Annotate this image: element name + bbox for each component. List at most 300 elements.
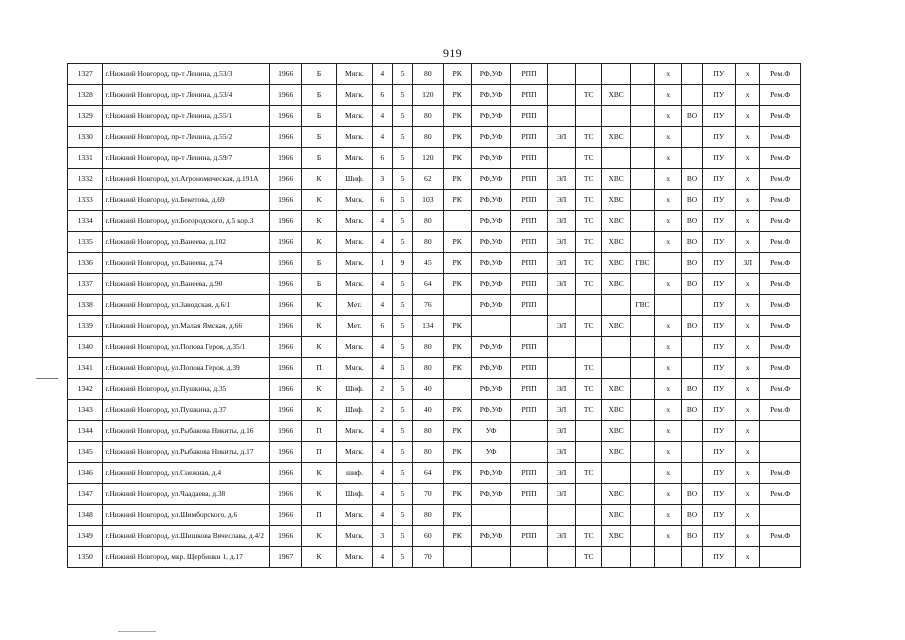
table-row: [68, 337, 801, 358]
col-gvs-cell: [630, 232, 654, 253]
wall-material-cell: П: [301, 442, 336, 463]
row-number-cell: 1345: [68, 442, 103, 463]
floors-cell: 4: [372, 127, 392, 148]
col-rpp-cell: РПП: [511, 526, 547, 547]
col-rk-cell: РК: [443, 316, 471, 337]
table-row: [68, 64, 801, 85]
col-gvs-cell: [630, 64, 654, 85]
col-gvs-cell: [630, 316, 654, 337]
col-el-cell: ЭЛ: [547, 484, 575, 505]
col-hvs-cell: [602, 295, 630, 316]
col-rf-uf-cell: РФ,УФ: [471, 127, 510, 148]
table-row: [68, 232, 801, 253]
col-el-cell: ЭЛ: [547, 526, 575, 547]
year-built-cell: 1966: [270, 526, 301, 547]
col-mark-cell: х: [736, 295, 760, 316]
col-mark-cell: х: [736, 190, 760, 211]
col-vo-cell: [682, 337, 702, 358]
table-row: [68, 400, 801, 421]
col-x-cell: х: [655, 484, 682, 505]
col-vo-cell: ВО: [682, 232, 702, 253]
row-number-cell: 1337: [68, 274, 103, 295]
roof-type-cell: Мягк.: [337, 547, 372, 568]
year-built-cell: 1966: [270, 421, 301, 442]
col-vo-cell: ВО: [682, 190, 702, 211]
apartments-cell: 62: [413, 169, 443, 190]
col-rf-uf-cell: РФ,УФ: [471, 253, 510, 274]
entrances-cell: 5: [392, 85, 412, 106]
row-number-cell: 1348: [68, 505, 103, 526]
col-x-cell: х: [655, 358, 682, 379]
col-x-cell: х: [655, 526, 682, 547]
col-x-cell: х: [655, 64, 682, 85]
col-x-cell: х: [655, 169, 682, 190]
col-ts-cell: [576, 337, 602, 358]
col-vo-cell: [682, 421, 702, 442]
col-ts-cell: [576, 505, 602, 526]
col-pu-cell: ПУ: [702, 295, 735, 316]
col-ts-cell: [576, 64, 602, 85]
col-x-cell: х: [655, 148, 682, 169]
entrances-cell: 5: [392, 421, 412, 442]
col-hvs-cell: [602, 148, 630, 169]
col-rpp-cell: [511, 547, 547, 568]
table-row: [68, 127, 801, 148]
table-row: [68, 316, 801, 337]
col-pu-cell: ПУ: [702, 442, 735, 463]
table-row: [68, 463, 801, 484]
col-gvs-cell: [630, 547, 654, 568]
roof-type-cell: Мягк.: [337, 358, 372, 379]
col-rf-uf-cell: РФ,УФ: [471, 211, 510, 232]
col-hvs-cell: ХВС: [602, 211, 630, 232]
col-pu-cell: ПУ: [702, 505, 735, 526]
col-x-cell: х: [655, 127, 682, 148]
col-hvs-cell: ХВС: [602, 505, 630, 526]
floors-cell: 6: [372, 316, 392, 337]
col-gvs-cell: [630, 337, 654, 358]
col-x-cell: х: [655, 421, 682, 442]
col-rf-uf-cell: РФ,УФ: [471, 400, 510, 421]
row-number-cell: 1341: [68, 358, 103, 379]
col-vo-cell: [682, 148, 702, 169]
col-el-cell: ЭЛ: [547, 442, 575, 463]
col-gvs-cell: [630, 106, 654, 127]
col-x-cell: х: [655, 232, 682, 253]
col-hvs-cell: ХВС: [602, 526, 630, 547]
col-x-cell: х: [655, 274, 682, 295]
address-cell: г.Нижний Новгород, мкр. Щербинки 1, д.17: [103, 547, 270, 568]
entrances-cell: 5: [392, 148, 412, 169]
apartments-cell: 120: [413, 148, 443, 169]
apartments-cell: 40: [413, 379, 443, 400]
col-gvs-cell: [630, 526, 654, 547]
floors-cell: 4: [372, 505, 392, 526]
table-row: [68, 85, 801, 106]
floors-cell: 4: [372, 442, 392, 463]
row-number-cell: 1350: [68, 547, 103, 568]
year-built-cell: 1966: [270, 316, 301, 337]
floors-cell: 4: [372, 211, 392, 232]
address-cell: г.Нижний Новгород, пр-т Ленина, д.55/2: [103, 127, 270, 148]
col-hvs-cell: ХВС: [602, 253, 630, 274]
apartments-cell: 60: [413, 526, 443, 547]
col-rk-cell: [443, 295, 471, 316]
col-x-cell: [655, 547, 682, 568]
roof-type-cell: Мягк.: [337, 85, 372, 106]
col-vo-cell: ВО: [682, 316, 702, 337]
col-el-cell: ЭЛ: [547, 316, 575, 337]
apartments-cell: 80: [413, 337, 443, 358]
col-gvs-cell: [630, 505, 654, 526]
year-built-cell: 1966: [270, 358, 301, 379]
col-rpp-cell: [511, 316, 547, 337]
col-rpp-cell: РПП: [511, 85, 547, 106]
col-fund-cell: Рем.Ф: [760, 85, 801, 106]
col-rk-cell: РК: [443, 64, 471, 85]
col-x-cell: [655, 295, 682, 316]
col-x-cell: х: [655, 463, 682, 484]
year-built-cell: 1966: [270, 463, 301, 484]
col-rpp-cell: [511, 421, 547, 442]
col-rk-cell: РК: [443, 505, 471, 526]
col-rpp-cell: РПП: [511, 295, 547, 316]
year-built-cell: 1966: [270, 148, 301, 169]
address-cell: г.Нижний Новгород, ул.Ванеева, д.90: [103, 274, 270, 295]
roof-type-cell: Мет.: [337, 295, 372, 316]
col-fund-cell: Рем.Ф: [760, 106, 801, 127]
col-rk-cell: [443, 379, 471, 400]
apartments-cell: 40: [413, 400, 443, 421]
col-pu-cell: ПУ: [702, 421, 735, 442]
col-rpp-cell: РПП: [511, 148, 547, 169]
roof-type-cell: Мягк.: [337, 64, 372, 85]
col-gvs-cell: ГВС: [630, 295, 654, 316]
col-ts-cell: ТС: [576, 526, 602, 547]
col-mark-cell: х: [736, 484, 760, 505]
col-gvs-cell: [630, 463, 654, 484]
wall-material-cell: Б: [301, 253, 336, 274]
col-rf-uf-cell: РФ,УФ: [471, 526, 510, 547]
col-hvs-cell: [602, 547, 630, 568]
col-rpp-cell: РПП: [511, 64, 547, 85]
address-cell: г.Нижний Новгород, ул.Заводская, д.6/1: [103, 295, 270, 316]
floors-cell: 1: [372, 253, 392, 274]
address-cell: г.Нижний Новгород, ул.Попова Героя, д.35/1: [103, 337, 270, 358]
col-x-cell: х: [655, 106, 682, 127]
col-hvs-cell: [602, 337, 630, 358]
col-rpp-cell: РПП: [511, 379, 547, 400]
col-rf-uf-cell: РФ,УФ: [471, 379, 510, 400]
col-rk-cell: РК: [443, 169, 471, 190]
row-number-cell: 1349: [68, 526, 103, 547]
col-el-cell: [547, 337, 575, 358]
roof-type-cell: Мягк.: [337, 106, 372, 127]
row-number-cell: 1339: [68, 316, 103, 337]
col-rk-cell: РК: [443, 484, 471, 505]
col-mark-cell: х: [736, 400, 760, 421]
col-pu-cell: ПУ: [702, 484, 735, 505]
col-el-cell: [547, 547, 575, 568]
col-mark-cell: х: [736, 379, 760, 400]
col-rk-cell: РК: [443, 106, 471, 127]
col-rf-uf-cell: РФ,УФ: [471, 295, 510, 316]
col-ts-cell: ТС: [576, 127, 602, 148]
apartments-cell: 80: [413, 232, 443, 253]
wall-material-cell: Б: [301, 148, 336, 169]
col-ts-cell: ТС: [576, 211, 602, 232]
entrances-cell: 5: [392, 169, 412, 190]
wall-material-cell: К: [301, 400, 336, 421]
col-el-cell: ЭЛ: [547, 232, 575, 253]
col-hvs-cell: [602, 463, 630, 484]
col-rk-cell: РК: [443, 253, 471, 274]
table-row: [68, 253, 801, 274]
col-hvs-cell: ХВС: [602, 274, 630, 295]
row-number-cell: 1328: [68, 85, 103, 106]
col-hvs-cell: ХВС: [602, 379, 630, 400]
col-rpp-cell: РПП: [511, 190, 547, 211]
col-fund-cell: Рем.Ф: [760, 148, 801, 169]
row-number-cell: 1343: [68, 400, 103, 421]
col-fund-cell: Рем.Ф: [760, 295, 801, 316]
col-el-cell: [547, 295, 575, 316]
col-el-cell: ЭЛ: [547, 127, 575, 148]
col-mark-cell: х: [736, 505, 760, 526]
row-number-cell: 1334: [68, 211, 103, 232]
table-row: [68, 547, 801, 568]
col-pu-cell: ПУ: [702, 379, 735, 400]
apartments-cell: 80: [413, 64, 443, 85]
col-vo-cell: [682, 85, 702, 106]
col-pu-cell: ПУ: [702, 463, 735, 484]
col-rk-cell: РК: [443, 526, 471, 547]
col-fund-cell: Рем.Ф: [760, 400, 801, 421]
col-fund-cell: Рем.Ф: [760, 484, 801, 505]
col-el-cell: [547, 358, 575, 379]
roof-type-cell: Мягк.: [337, 505, 372, 526]
col-pu-cell: ПУ: [702, 337, 735, 358]
floors-cell: 4: [372, 547, 392, 568]
floors-cell: 2: [372, 400, 392, 421]
table-row: [68, 190, 801, 211]
col-fund-cell: Рем.Ф: [760, 274, 801, 295]
roof-type-cell: Мягк.: [337, 442, 372, 463]
col-fund-cell: Рем.Ф: [760, 316, 801, 337]
entrances-cell: 5: [392, 547, 412, 568]
col-gvs-cell: [630, 211, 654, 232]
year-built-cell: 1966: [270, 337, 301, 358]
apartments-cell: 64: [413, 463, 443, 484]
col-ts-cell: ТС: [576, 190, 602, 211]
year-built-cell: 1966: [270, 442, 301, 463]
wall-material-cell: Б: [301, 274, 336, 295]
roof-type-cell: Мягк.: [337, 127, 372, 148]
address-cell: г.Нижний Новгород, ул.Попова Героя, д.39: [103, 358, 270, 379]
col-vo-cell: [682, 442, 702, 463]
col-ts-cell: [576, 442, 602, 463]
col-ts-cell: ТС: [576, 85, 602, 106]
col-vo-cell: [682, 358, 702, 379]
wall-material-cell: Б: [301, 85, 336, 106]
address-cell: г.Нижний Новгород, ул.Шишкова Вячеслава, д.4/2: [103, 526, 270, 547]
col-gvs-cell: [630, 484, 654, 505]
col-fund-cell: [760, 442, 801, 463]
table-row: [68, 442, 801, 463]
table-row: [68, 526, 801, 547]
col-rf-uf-cell: [471, 547, 510, 568]
address-cell: г.Нижний Новгород, пр-т Ленина, д.59/7: [103, 148, 270, 169]
col-vo-cell: ВО: [682, 505, 702, 526]
floors-cell: 6: [372, 148, 392, 169]
wall-material-cell: К: [301, 547, 336, 568]
apartments-cell: 80: [413, 106, 443, 127]
row-number-cell: 1331: [68, 148, 103, 169]
roof-type-cell: Шиф.: [337, 484, 372, 505]
year-built-cell: 1966: [270, 106, 301, 127]
wall-material-cell: К: [301, 316, 336, 337]
roof-type-cell: Мягк.: [337, 148, 372, 169]
floors-cell: 4: [372, 337, 392, 358]
wall-material-cell: П: [301, 505, 336, 526]
col-gvs-cell: [630, 85, 654, 106]
table-row: [68, 274, 801, 295]
col-mark-cell: х: [736, 148, 760, 169]
col-rf-uf-cell: РФ,УФ: [471, 190, 510, 211]
wall-material-cell: Б: [301, 127, 336, 148]
row-number-cell: 1344: [68, 421, 103, 442]
entrances-cell: 5: [392, 379, 412, 400]
col-fund-cell: Рем.Ф: [760, 169, 801, 190]
col-fund-cell: Рем.Ф: [760, 253, 801, 274]
col-hvs-cell: ХВС: [602, 421, 630, 442]
address-cell: г.Нижний Новгород, пр-т Ленина, д.53/4: [103, 85, 270, 106]
wall-material-cell: Б: [301, 64, 336, 85]
year-built-cell: 1966: [270, 505, 301, 526]
year-built-cell: 1966: [270, 295, 301, 316]
col-rk-cell: РК: [443, 400, 471, 421]
col-hvs-cell: ХВС: [602, 442, 630, 463]
row-number-cell: 1335: [68, 232, 103, 253]
col-ts-cell: ТС: [576, 274, 602, 295]
col-el-cell: [547, 85, 575, 106]
col-hvs-cell: ХВС: [602, 169, 630, 190]
col-rk-cell: РК: [443, 463, 471, 484]
col-rf-uf-cell: РФ,УФ: [471, 148, 510, 169]
col-pu-cell: ПУ: [702, 526, 735, 547]
wall-material-cell: К: [301, 463, 336, 484]
apartments-cell: 80: [413, 442, 443, 463]
entrances-cell: 5: [392, 463, 412, 484]
row-number-cell: 1327: [68, 64, 103, 85]
col-vo-cell: ВО: [682, 106, 702, 127]
col-rf-uf-cell: РФ,УФ: [471, 106, 510, 127]
col-rpp-cell: РПП: [511, 400, 547, 421]
roof-type-cell: Мягк.: [337, 337, 372, 358]
col-fund-cell: Рем.Ф: [760, 190, 801, 211]
year-built-cell: 1966: [270, 274, 301, 295]
table-row: [68, 169, 801, 190]
col-vo-cell: [682, 463, 702, 484]
col-gvs-cell: ГВС: [630, 253, 654, 274]
table-body: [68, 64, 801, 568]
col-pu-cell: ПУ: [702, 316, 735, 337]
col-pu-cell: ПУ: [702, 547, 735, 568]
table-row: [68, 211, 801, 232]
col-rk-cell: РК: [443, 442, 471, 463]
col-rpp-cell: [511, 442, 547, 463]
col-fund-cell: Рем.Ф: [760, 337, 801, 358]
col-rk-cell: РК: [443, 190, 471, 211]
address-cell: г.Нижний Новгород, ул.Рыбакова Никиты, д.16: [103, 421, 270, 442]
address-cell: г.Нижний Новгород, ул.Ванеева, д.74: [103, 253, 270, 274]
col-mark-cell: х: [736, 421, 760, 442]
floors-cell: 4: [372, 358, 392, 379]
col-rk-cell: РК: [443, 148, 471, 169]
col-mark-cell: х: [736, 463, 760, 484]
apartments-cell: 70: [413, 484, 443, 505]
col-x-cell: х: [655, 211, 682, 232]
year-built-cell: 1966: [270, 400, 301, 421]
apartments-cell: 134: [413, 316, 443, 337]
row-number-cell: 1346: [68, 463, 103, 484]
col-rf-uf-cell: РФ,УФ: [471, 85, 510, 106]
col-el-cell: [547, 148, 575, 169]
entrances-cell: 5: [392, 316, 412, 337]
col-x-cell: х: [655, 379, 682, 400]
roof-type-cell: Шиф.: [337, 379, 372, 400]
col-pu-cell: ПУ: [702, 64, 735, 85]
col-rf-uf-cell: [471, 505, 510, 526]
col-rk-cell: РК: [443, 358, 471, 379]
apartments-cell: 80: [413, 505, 443, 526]
col-hvs-cell: ХВС: [602, 127, 630, 148]
col-mark-cell: х: [736, 85, 760, 106]
col-hvs-cell: [602, 358, 630, 379]
col-x-cell: х: [655, 400, 682, 421]
col-el-cell: ЭЛ: [547, 421, 575, 442]
housing-registry-table: [67, 63, 801, 568]
row-number-cell: 1333: [68, 190, 103, 211]
roof-type-cell: Мягк.: [337, 526, 372, 547]
col-mark-cell: х: [736, 442, 760, 463]
year-built-cell: 1966: [270, 484, 301, 505]
col-ts-cell: ТС: [576, 169, 602, 190]
col-ts-cell: ТС: [576, 379, 602, 400]
apartments-cell: 80: [413, 421, 443, 442]
apartments-cell: 120: [413, 85, 443, 106]
col-rpp-cell: РПП: [511, 232, 547, 253]
roof-type-cell: Мягк.: [337, 211, 372, 232]
col-fund-cell: Рем.Ф: [760, 127, 801, 148]
col-x-cell: х: [655, 337, 682, 358]
col-mark-cell: х: [736, 211, 760, 232]
col-fund-cell: [760, 505, 801, 526]
address-cell: г.Нижний Новгород, ул.Ванеева, д.102: [103, 232, 270, 253]
col-ts-cell: ТС: [576, 253, 602, 274]
col-pu-cell: ПУ: [702, 211, 735, 232]
col-vo-cell: [682, 64, 702, 85]
col-rpp-cell: РПП: [511, 169, 547, 190]
col-rk-cell: РК: [443, 421, 471, 442]
wall-material-cell: К: [301, 295, 336, 316]
col-rf-uf-cell: УФ: [471, 442, 510, 463]
col-mark-cell: х: [736, 106, 760, 127]
roof-type-cell: Мет.: [337, 316, 372, 337]
row-number-cell: 1342: [68, 379, 103, 400]
col-mark-cell: х: [736, 526, 760, 547]
page-number: 919: [443, 46, 462, 60]
